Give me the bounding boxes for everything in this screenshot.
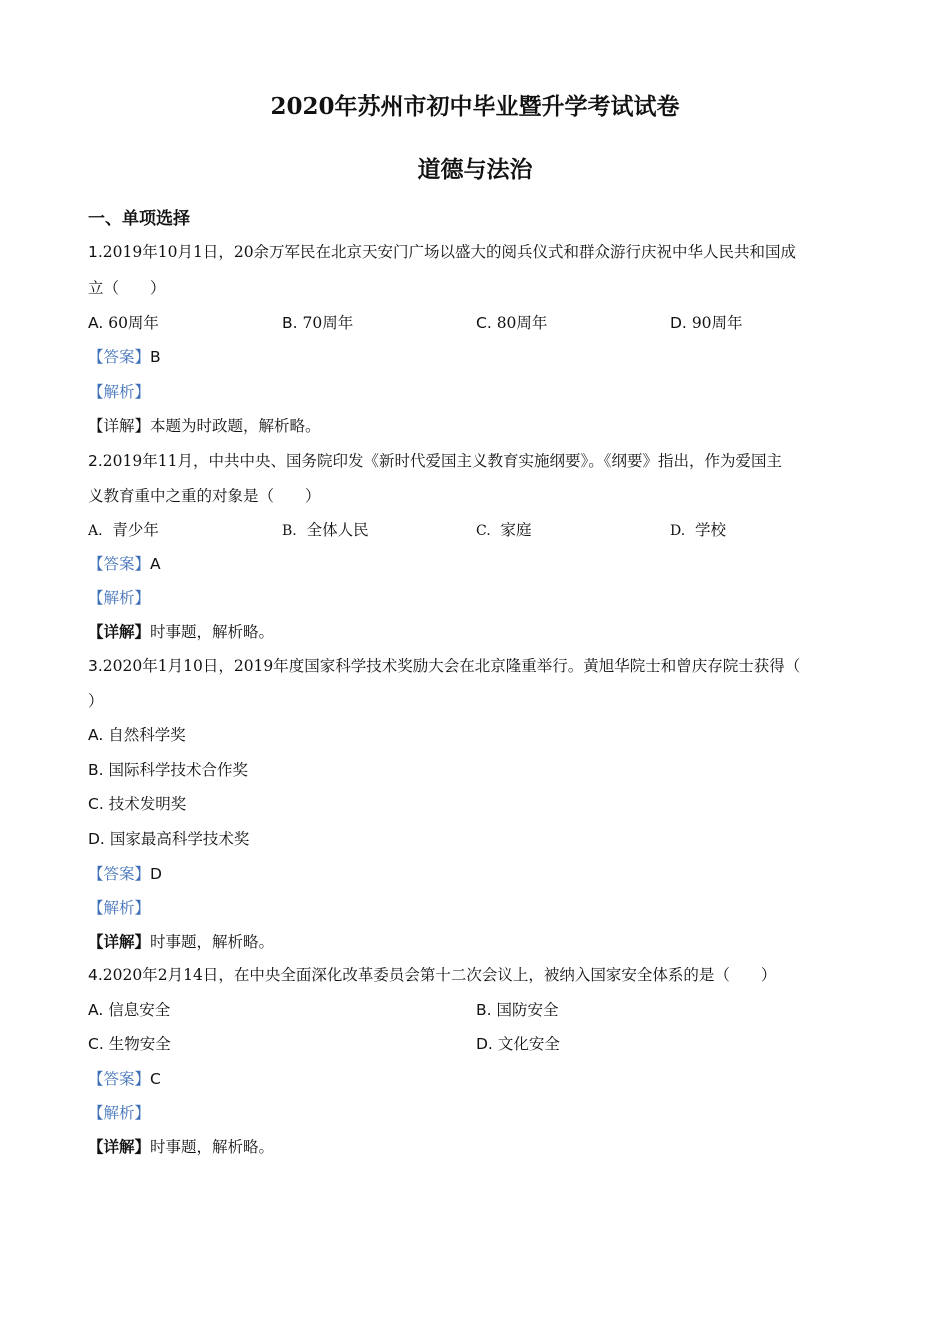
detail-text: 时事题，解析略。: [150, 1138, 275, 1156]
option-text: 家庭: [500, 521, 532, 539]
option-text: 80周年: [496, 314, 548, 332]
question-2-detail: [88, 620, 274, 642]
question-2-stem-line-2: 义教育重中之重的对象是（ ）: [88, 487, 321, 505]
question-2-option-b: [282, 518, 369, 540]
question-3-option-c: [88, 792, 186, 814]
question-number: 2.: [88, 452, 103, 470]
question-3-answer: [88, 862, 162, 884]
option-letter: A.: [88, 726, 104, 744]
question-2-analysis-label: 【解析】: [88, 589, 151, 607]
option-text: 国际科学技术合作奖: [108, 761, 249, 779]
question-4-option-b: [476, 998, 559, 1020]
question-text: 2019年10月1日，20余万军民在北京天安门广场以盛大的阅兵仪式和群众游行庆祝中华人民共和国成: [102, 243, 797, 261]
option-text: 全体人民: [306, 521, 369, 539]
question-text: 2019年11月，中共中央、国务院印发《新时代爱国主义教育实施纲要》。《纲要》指出，作为爱国主: [102, 452, 782, 470]
option-letter: C.: [88, 795, 104, 813]
option-letter: A.: [88, 523, 103, 539]
option-text: 自然科学奖: [108, 726, 186, 744]
option-letter: D.: [670, 523, 686, 539]
question-number: 3.: [88, 657, 103, 675]
question-2-option-c: [476, 518, 532, 540]
exam-subject: 道德与法治: [417, 156, 533, 183]
option-text: 60周年: [108, 314, 159, 332]
detail-label: 【详解】: [88, 622, 151, 641]
option-letter: D.: [476, 1035, 493, 1053]
question-3-stem-line-1: [88, 654, 800, 676]
question-number: 1.: [88, 243, 103, 261]
question-1-analysis-label: 【解析】: [88, 383, 151, 401]
answer-value: B: [150, 348, 161, 366]
question-3-analysis-label: 【解析】: [88, 899, 151, 917]
question-1-detail: [88, 414, 321, 436]
question-2-option-d: [670, 518, 726, 540]
exam-title: 2020年苏州市初中毕业暨升学考试试卷: [270, 93, 680, 120]
question-1-option-c: [476, 311, 547, 333]
option-letter: C.: [476, 314, 492, 332]
question-2-answer: [88, 552, 161, 574]
option-text: 技术发明奖: [108, 795, 187, 813]
question-number: 4.: [88, 966, 103, 984]
question-4-analysis-label: 【解析】: [88, 1104, 151, 1122]
option-text: 生物安全: [108, 1035, 171, 1053]
detail-label: 【详解】: [88, 1137, 151, 1156]
answer-label: 【答案】: [88, 555, 151, 573]
option-text: 学校: [695, 521, 727, 539]
option-letter: D.: [670, 314, 687, 332]
question-4-option-a: [88, 998, 170, 1020]
question-1-option-b: [282, 311, 353, 333]
option-letter: C.: [88, 1035, 104, 1053]
option-letter: A.: [88, 314, 104, 332]
detail-text: 时事题，解析略。: [150, 933, 275, 951]
question-4-stem: [88, 963, 776, 985]
answer-value: D: [150, 865, 162, 883]
question-1-stem-line-1: [88, 240, 796, 262]
question-1-option-a: [88, 311, 159, 333]
detail-text: 本题为时政题，解析略。: [150, 417, 321, 435]
question-text: 2020年1月10日，2019年度国家科学技术奖励大会在北京隆重举行。黄旭华院士和曾庆存院士获得（: [102, 657, 801, 675]
question-1-answer: [88, 345, 161, 367]
option-text: 90周年: [691, 314, 743, 332]
option-text: 70周年: [302, 314, 354, 332]
question-3-detail: [88, 930, 274, 952]
section-heading: 一、单项选择: [88, 209, 190, 229]
answer-value: A: [150, 555, 161, 573]
question-1-option-d: [670, 311, 743, 333]
answer-label: 【答案】: [88, 348, 151, 366]
option-letter: B.: [88, 761, 104, 779]
question-2-option-a: [88, 518, 159, 540]
detail-text: 时事题，解析略。: [150, 623, 275, 641]
detail-label: 【详解】: [88, 932, 151, 951]
option-text: 文化安全: [497, 1035, 560, 1053]
detail-label: 【详解】: [88, 417, 151, 435]
option-letter: A.: [88, 1001, 104, 1019]
question-4-option-c: [88, 1032, 171, 1054]
answer-label: 【答案】: [88, 865, 151, 883]
option-text: 青少年: [112, 521, 159, 539]
option-letter: B.: [476, 1001, 492, 1019]
question-1-stem-line-2: 立（ ）: [88, 279, 166, 297]
question-3-option-b: [88, 758, 248, 780]
question-3-option-d: [88, 827, 249, 849]
option-text: 国家最高科学技术奖: [109, 830, 250, 848]
question-text: 2020年2月14日，在中央全面深化改革委员会第十二次会议上，被纳入国家安全体系的是（ ）: [102, 966, 777, 984]
option-letter: D.: [88, 830, 105, 848]
question-3-stem-line-2: ）: [88, 692, 104, 710]
option-letter: B.: [282, 314, 298, 332]
question-3-option-a: [88, 723, 186, 745]
question-4-detail: [88, 1135, 274, 1157]
answer-value: C: [150, 1070, 161, 1088]
question-4-answer: [88, 1067, 161, 1089]
question-4-option-d: [476, 1032, 560, 1054]
question-2-stem-line-1: [88, 449, 782, 471]
option-letter: B.: [282, 523, 297, 539]
option-letter: C.: [476, 523, 491, 539]
option-text: 国防安全: [496, 1001, 559, 1019]
answer-label: 【答案】: [88, 1070, 151, 1088]
option-text: 信息安全: [108, 1001, 171, 1019]
